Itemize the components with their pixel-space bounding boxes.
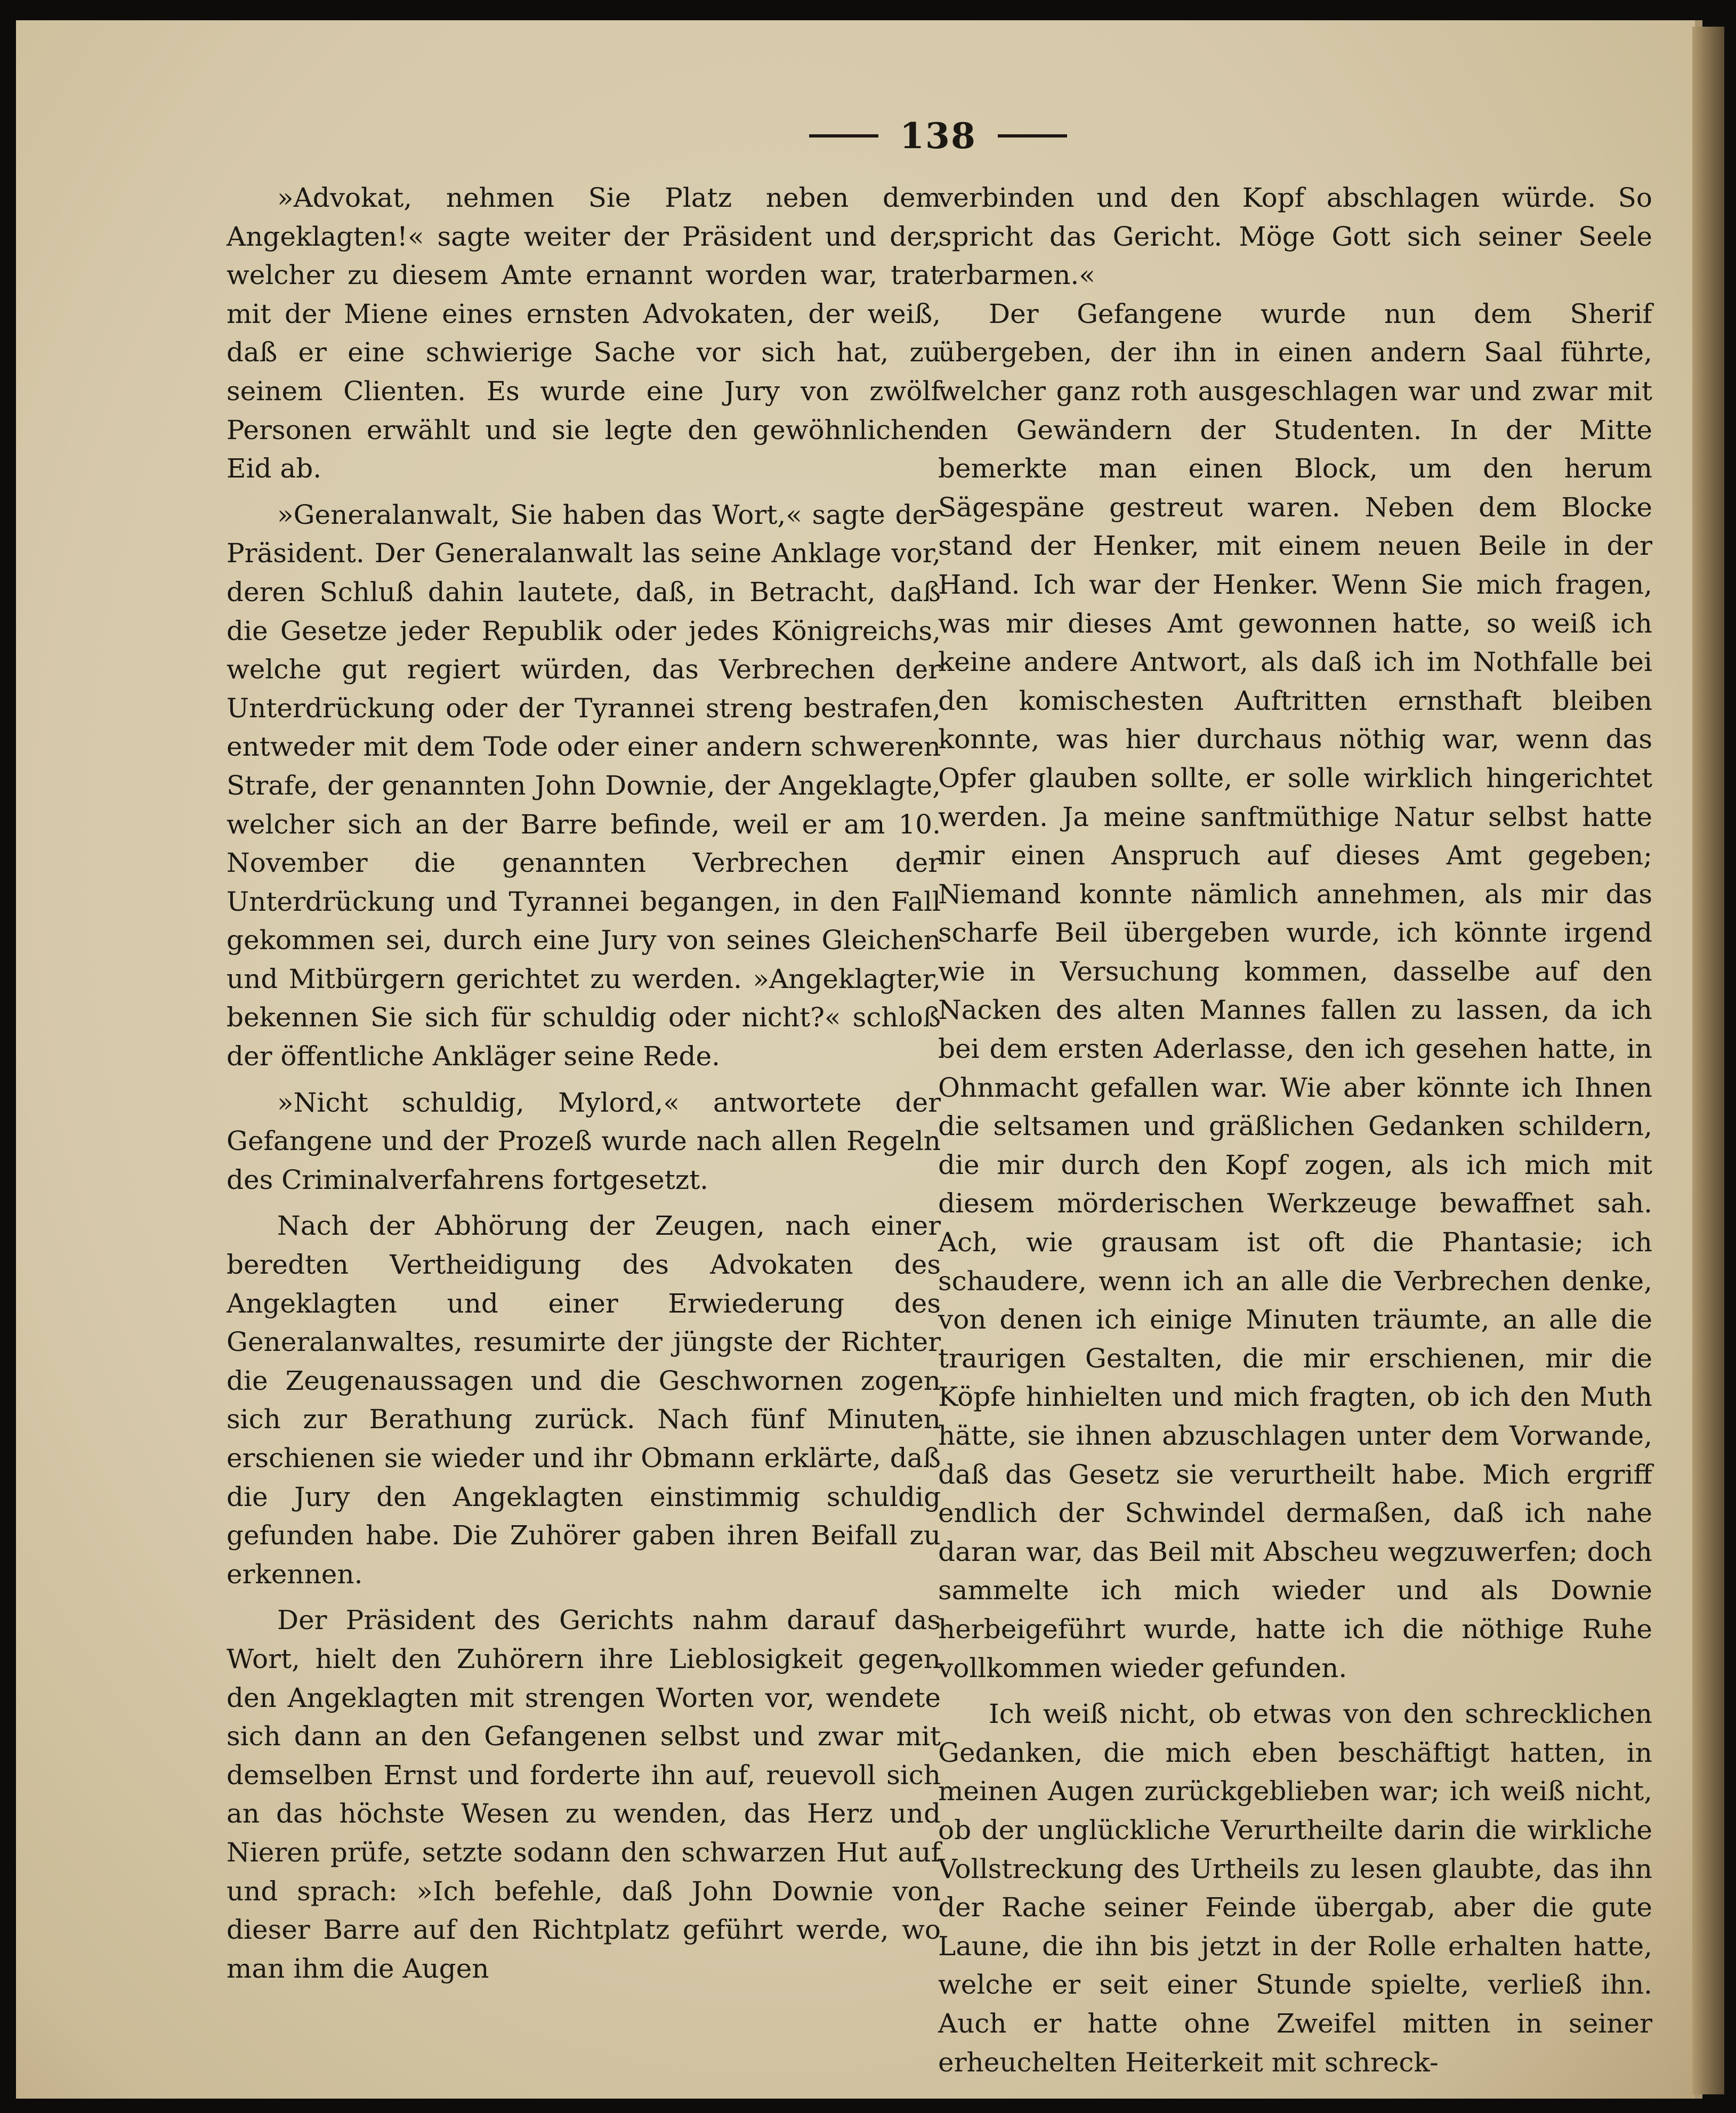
paragraph: Nach der Abhörung der Zeugen, nach einer beredten Vertheidigung des Advokaten des Angeklagten und einer Erwiederung des Generalanwaltes, resumirte der jüngste der Richter die Zeugenaussagen und die Geschwornen zogen sich zur Berathung zurück. Nach fünf Minuten erschienen sie wieder und ihr Obmann erklärte, daß die Jury den Angeklagten einstimmig schuldig gefunden habe. Die Zuhörer gaben ihren Beifall zu erkennen. — [227, 1210, 941, 1590]
left-column — [227, 179, 941, 1988]
paragraph-continued: verbinden und den Kopf abschlagen würde. So spricht das Gericht. Möge Gott sich seiner Seele erbarmen.« — [938, 182, 1652, 291]
page-header — [789, 112, 1087, 160]
header-rule-left — [809, 134, 878, 137]
right-column — [938, 179, 1652, 2082]
page-number: 138 — [900, 115, 976, 157]
paragraph: »Nicht schuldig, Mylord,« antwortete der Gefangene und der Prozeß wurde nach allen Regeln des Criminalverfahrens fortgesetzt. — [227, 1087, 941, 1195]
page-edge — [1692, 27, 1724, 2094]
header-rule-right — [998, 134, 1067, 137]
paragraph: Der Präsident des Gerichts nahm darauf das Wort, hielt den Zuhörern ihre Lieblosigkeit gegen den Angeklagten mit strengen Worten vor, wendete sich dann an den Gefangenen selbst und zwar mit demselben Ernst und forderte ihn auf, reuevoll sich an das höchste Wesen zu wenden, das Herz und Nieren prüfe, setzte sodann den schwarzen Hut auf und sprach: »Ich befehle, daß John Downie von dieser Barre auf den Richtplatz geführt werde, wo man ihm die Augen — [227, 1605, 941, 1984]
paragraph: Ich weiß nicht, ob etwas von den schrecklichen Gedanken, die mich eben beschäftigt hatten, in meinen Augen zurückgeblieben war; ich weiß nicht, ob der unglückliche Verurtheilte darin die wirkliche Vollstreckung des Urtheils zu lesen glaubte, das ihn der Rache seiner Feinde übergab, aber die gute Laune, die ihn bis jetzt in der Rolle erhalten hatte, welche er seit einer Stunde spielte, verließ ihn. Auch er hatte ohne Zweifel mitten in seiner erheuchelten Heiterkeit mit schreck- — [938, 1698, 1652, 2078]
paragraph: »Advokat, nehmen Sie Platz neben dem Angeklagten!« sagte weiter der Präsident und der, welcher zu diesem Amte ernannt worden war, trat mit der Miene eines ernsten Advokaten, der weiß, daß er eine schwierige Sache vor sich hat, zu seinem Clienten. Es wurde eine Jury von zwölf Personen erwählt und sie legte den gewöhnlichen Eid ab. — [227, 182, 941, 484]
paragraph: Der Gefangene wurde nun dem Sherif übergeben, der ihn in einen andern Saal führte, welcher ganz roth ausgeschlagen war und zwar mit den Gewändern der Studenten. In der Mitte bemerkte man einen Block, um den herum Sägespäne gestreut waren. Neben dem Blocke stand der Henker, mit einem neuen Beile in der Hand. Ich war der Henker. Wenn Sie mich fragen, was mir dieses Amt gewonnen hatte, so weiß ich keine andere Antwort, als daß ich im Nothfalle bei den komischesten Auftritten ernsthaft bleiben konnte, was hier durchaus nöthig war, wenn das Opfer glauben sollte, er solle wirklich hingerichtet werden. Ja meine sanftmüthige Natur selbst hatte mir einen Anspruch auf dieses Amt gegeben; Niemand konnte nämlich annehmen, als mir das scharfe Beil übergeben wurde, ich könnte irgend wie in Versuchung kommen, dasselbe auf den Nacken des alten Mannes fallen zu lassen, da ich bei dem ersten Aderlasse, den ich gesehen hatte, in Ohnmacht gefallen war. Wie aber könnte ich Ihnen die seltsamen und gräßlichen Gedanken schildern, die mir durch den Kopf zogen, als ich mich mit diesem mörderischen Werkzeuge bewaffnet sah. Ach, wie grausam ist oft die Phantasie; ich schaudere, wenn ich an alle die Verbrechen denke, von denen ich einige Minuten träumte, an alle die traurigen Gestalten, die mir erschienen, mir die Köpfe hinhielten und mich fragten, ob ich den Muth hätte, sie ihnen abzuschlagen unter dem Vorwande, daß das Gesetz sie verurtheilt habe. Mich ergriff endlich der Schwindel dermaßen, daß ich nahe daran war, das Beil mit Abscheu wegzuwerfen; doch sammelte ich mich wieder und als Downie herbeigeführt wurde, hatte ich die nöthige Ruhe vollkommen wieder gefunden. — [938, 298, 1652, 1683]
paragraph: »Generalanwalt, Sie haben das Wort,« sagte der Präsident. Der Generalanwalt las seine Anklage vor, deren Schluß dahin lautete, daß, in Betracht, daß die Gesetze jeder Republik oder jedes Königreichs, welche gut regiert würden, das Verbrechen der Unterdrückung oder der Tyrannei streng bestrafen, entweder mit dem Tode oder einer andern schweren Strafe, der genannten John Downie, der Angeklagte, welcher sich an der Barre befinde, weil er am 10. November die genannten Verbrechen der Unterdrückung und Tyrannei begangen, in den Fall gekommen sei, durch eine Jury von seines Gleichen und Mitbürgern gerichtet zu werden. »Angeklagter, bekennen Sie sich für schuldig oder nicht?« schloß der öffentliche Ankläger seine Rede. — [227, 499, 941, 1072]
